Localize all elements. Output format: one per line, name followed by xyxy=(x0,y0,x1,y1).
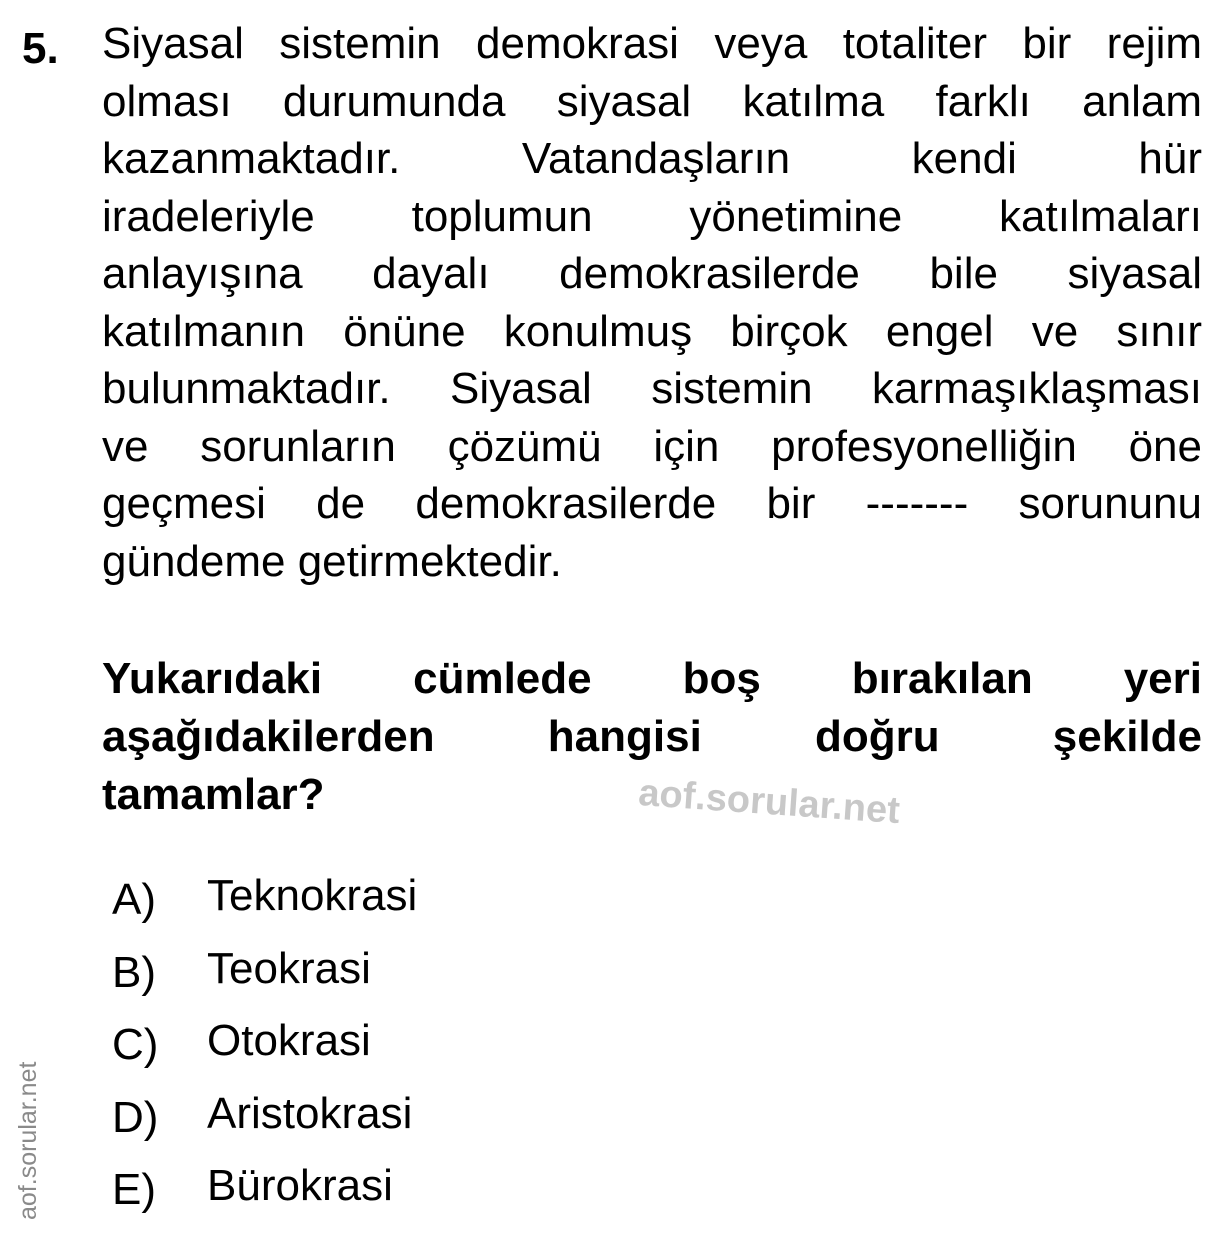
option-text: Bürokrasi xyxy=(207,1161,393,1210)
prompt-line: aşağıdakilerden hangisi doğru şekilde xyxy=(102,712,1202,761)
stem-line: iradeleriyle toplumun yönetimine katılmaları xyxy=(102,191,1202,241)
watermark-side: aof.sorular.net xyxy=(14,1061,42,1220)
stem-line: Siyasal sistemin demokrasi veya totaliter bir rejim xyxy=(102,19,1202,68)
stem-line: bulunmaktadır. Siyasal sistemin karmaşıklaşması xyxy=(102,364,1202,413)
stem-line: anlayışına dayalı demokrasilerde bile siyasal xyxy=(102,249,1202,298)
question-stem xyxy=(102,15,1202,590)
option-text: Otokrasi xyxy=(207,1016,371,1065)
stem-line: ve sorunların çözümü için profesyonelliğin öne xyxy=(102,421,1202,471)
prompt-line: tamamlar? xyxy=(102,770,325,819)
stem-line: katılmanın önüne konulmuş birçok engel ve sınır xyxy=(102,306,1202,356)
option-text: Teokrasi xyxy=(207,943,371,993)
option-text: Teknokrasi xyxy=(207,871,418,920)
watermark-center: aof.sorular.net xyxy=(637,772,902,833)
stem-line: kazanmaktadır. Vatandaşların kendi hür xyxy=(102,134,1202,183)
option-text: Aristokrasi xyxy=(207,1088,413,1138)
option-letter: B) xyxy=(112,947,156,997)
option-letter: A) xyxy=(112,875,156,924)
option-letter: C) xyxy=(112,1020,159,1069)
stem-line: gündeme getirmektedir. xyxy=(102,536,562,586)
option-letter: E) xyxy=(112,1165,156,1214)
stem-line: olması durumunda siyasal katılma farklı anlam xyxy=(102,76,1202,126)
prompt-line: Yukarıdaki cümlede boş bırakılan yeri xyxy=(102,654,1202,703)
question-number: 5. xyxy=(22,24,59,73)
option-letter: D) xyxy=(112,1092,159,1142)
stem-line: geçmesi de demokrasilerde bir ------- sorununu xyxy=(102,479,1202,528)
